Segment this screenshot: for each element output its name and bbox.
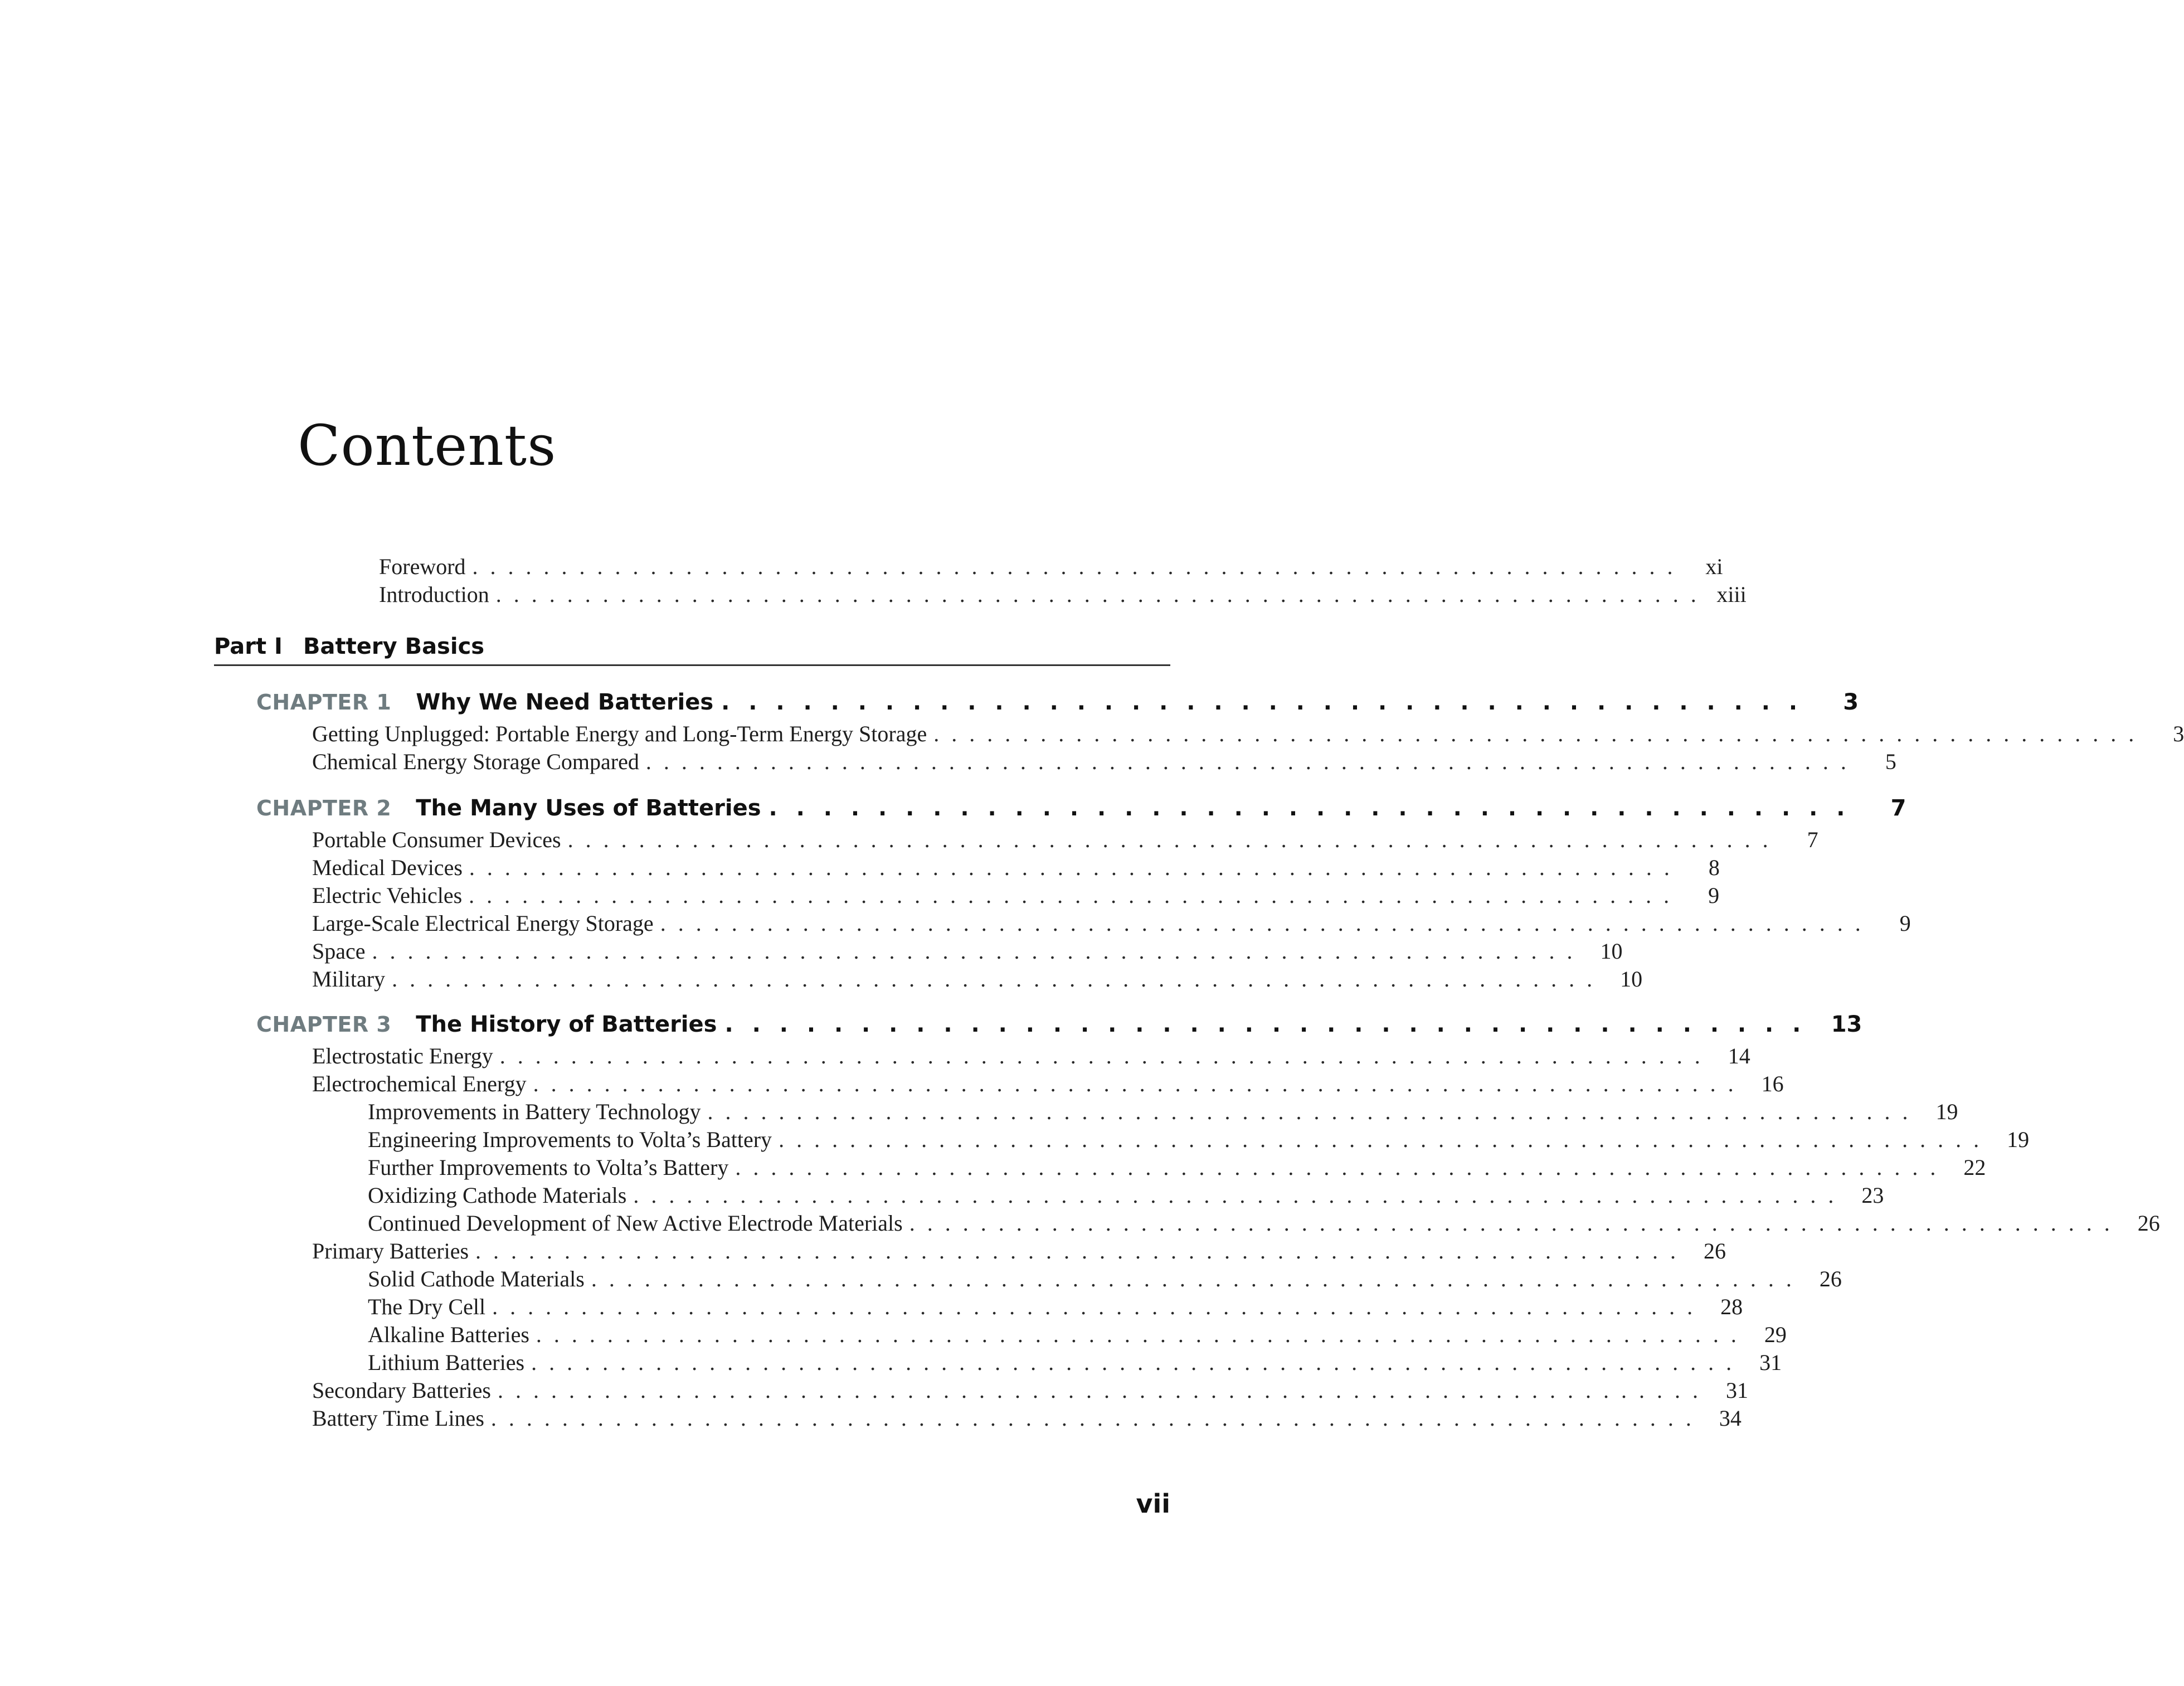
chapter-heading-2[interactable] [256, 793, 1906, 824]
chapter-number: CHAPTER 2 [256, 796, 392, 820]
toc-entry-label: Electrostatic Energy [312, 1043, 493, 1068]
chapter-page: 13 [1831, 1012, 1862, 1037]
toc-entry-page: 31 [1726, 1378, 1748, 1403]
dot-leader: . . . . . . . . . . . . . . . . . . . . . . . . . . . . . . . . . . . . . . . . . . . . . . . . . . . . . . . . . . . . . . . . . . . . [645, 749, 1850, 774]
toc-entry-label: Space [312, 939, 366, 964]
toc-entry[interactable] [312, 1070, 1784, 1098]
chapter-heading-1[interactable] [256, 687, 1859, 718]
toc-entry-page: 22 [1963, 1155, 1986, 1180]
dot-leader: . . . . . . . . . . . . . . . . . . . . . . . . . . . . . . . . . . . . . . . . . . . . . . . . . . . . . . . . . . . . . . . . . . . . [498, 1378, 1701, 1403]
dot-leader: . . . . . . . . . . . . . . . . . . . . . . . . . . . . . . . . . . . . . . . . . . . . . . . . . . . . . . . . . . . . . . . . . . . . [533, 1071, 1737, 1096]
chapter-title: The History of Batteries [416, 1012, 717, 1037]
toc-subentry[interactable] [368, 1154, 1986, 1182]
toc-entry[interactable] [312, 720, 2184, 748]
toc-subentry[interactable] [368, 1209, 2160, 1237]
toc-entry[interactable] [312, 748, 1896, 776]
toc-subentry[interactable] [368, 1349, 1782, 1377]
dot-leader: . . . . . . . . . . . . . . . . . . . . . . . . . . . . . . . . . . . . . . . . . . . . . . . . . . . . . . . . . . . . . . . . . . . . [490, 1406, 1695, 1431]
dot-leader: . . . . . . . . . . . . . . . . . . . . . . . . . . . . . . . . . . . . . . . . [768, 795, 1851, 821]
dot-leader: . . . . . . . . . . . . . . . . . . . . . . . . . . . . . . . . . . . . . . . . . . . . . . . . . . . . . . . . . . . . . . . . . . . . [567, 827, 1772, 852]
toc-entry-page: 28 [1720, 1294, 1743, 1319]
toc-entry-page: 26 [1704, 1238, 1726, 1264]
toc-entry-label: Foreword [379, 554, 466, 579]
toc-entry-page: 29 [1764, 1322, 1787, 1347]
toc-entry-label: Engineering Improvements to Volta’s Battery [368, 1127, 772, 1152]
toc-entry-label: The Dry Cell [368, 1294, 486, 1319]
dot-leader: . . . . . . . . . . . . . . . . . . . . . . . . . . . . . . . . . . . . . . . . . . . . . . . . . . . . . . . . . . . . . . . . . . . . [472, 554, 1676, 579]
toc-entry-label: Alkaline Batteries [368, 1322, 529, 1347]
toc-entry-label: Portable Consumer Devices [312, 827, 561, 852]
toc-entry-page: 7 [1807, 827, 1818, 852]
chapter-heading-3[interactable] [256, 1009, 1862, 1040]
toc-entry-foreword[interactable] [379, 553, 1723, 581]
toc-entry-page: 19 [2007, 1127, 2030, 1152]
toc-entry-label: Primary Batteries [312, 1238, 469, 1264]
toc-subentry[interactable] [368, 1098, 1958, 1126]
page-number: vii [1136, 1489, 1170, 1519]
dot-leader: . . . . . . . . . . . . . . . . . . . . . . . . . . . . . . . . . . . . . . . . . . . . . . . . . . . . . . . . . . . . . . . . . . . . [372, 939, 1576, 964]
toc-subentry[interactable] [368, 1293, 1743, 1321]
dot-leader: . . . . . . . . . . . . . . . . . . . . . . . . . . . . . . . . . . . . . . . . . . . . . . . . . . . . . . . . . . . . . . . . . . . . [392, 966, 1596, 992]
dot-leader: . . . . . . . . . . . . . . . . . . . . . . . . . . . . . . . . . . . . . . . . . . . . . . . . . . . . . . . . . . . . . . . . . . . . [909, 1211, 2113, 1236]
toc-entry-page: xiii [1716, 582, 1747, 607]
dot-leader: . . . . . . . . . . . . . . . . . . . . . . . . . . . . . . . . . . . . . . . . . . . . . . . . . . . . . . . . . . . . . . . . . . . . [591, 1266, 1795, 1291]
dot-leader: . . . . . . . . . . . . . . . . . . . . . . . . . . . . . . . . . . . . . . . . . . . . . . . . . . . . . . . . . . . . . . . . . . . . [469, 883, 1673, 908]
toc-entry-label: Chemical Energy Storage Compared [312, 749, 639, 774]
toc-entry-page: 34 [1719, 1406, 1742, 1431]
toc-entry[interactable] [312, 937, 1623, 965]
toc-entry[interactable] [312, 965, 1643, 993]
toc-entry-label: Large-Scale Electrical Energy Storage [312, 911, 654, 936]
toc-entry-label: Continued Development of New Active Electrode Materials [368, 1211, 903, 1236]
toc-subentry[interactable] [368, 1321, 1787, 1349]
toc-entry-page: 23 [1861, 1183, 1884, 1208]
toc-entry-label: Lithium Batteries [368, 1350, 525, 1375]
chapter-title: The Many Uses of Batteries [416, 795, 761, 821]
toc-entry-label: Electrochemical Energy [312, 1071, 527, 1096]
dot-leader: . . . . . . . . . . . . . . . . . . . . . . . . . . . . . . . . . . . . . . . . . . . . . . . . . . . . . . . . . . . . . . . . . . . . [475, 1238, 1680, 1264]
toc-entry-page: 16 [1761, 1071, 1784, 1096]
toc-entry-label: Introduction [379, 582, 489, 607]
toc-entry-page: 14 [1728, 1043, 1750, 1068]
dot-leader: . . . . . . . . . . . . . . . . . . . . . . . . . . . . . . . . . . . . . . . . . . . . . . . . . . . . . . . . . . . . . . . . . . . . [933, 721, 2138, 746]
dot-leader: . . . . . . . . . . . . . . . . . . . . . . . . . . . . . . . . . . . . . . . . . . . . . . . . . . . . . . . . . . . . . . . . . . . . [469, 855, 1673, 880]
toc-entry-label: Solid Cathode Materials [368, 1266, 585, 1291]
toc-entry-page: 26 [1819, 1266, 1842, 1291]
dot-leader: . . . . . . . . . . . . . . . . . . . . . . . . . . . . . . . . . . . . . . . . . . . . . . . . . . . . . . . . . . . . . . . . . . . . [499, 1043, 1704, 1068]
toc-entry-label: Military [312, 966, 386, 992]
toc-entry-label: Oxidizing Cathode Materials [368, 1183, 627, 1208]
toc-entry[interactable] [312, 1042, 1750, 1070]
toc-entry-page: 5 [1885, 749, 1896, 774]
toc-entry-label: Secondary Batteries [312, 1378, 491, 1403]
toc-entry-page: xi [1705, 554, 1723, 579]
toc-entry-label: Battery Time Lines [312, 1406, 484, 1431]
toc-entry[interactable] [312, 854, 1720, 882]
toc-subentry[interactable] [368, 1265, 1842, 1293]
dot-leader: . . . . . . . . . . . . . . . . . . . . . . . . . . . . . . . . . . . . . . . . . . . . . . . . . . . . . . . . . . . . . . . . . . . . [707, 1099, 1911, 1124]
page-title: Contents [298, 413, 557, 478]
dot-leader: . . . . . . . . . . . . . . . . . . . . . . . . . . . . . . . . . . . . . . . . . . . . . . . . . . . . . . . . . . . . . . . . . . . . [495, 582, 1700, 607]
chapter-page: 3 [1843, 689, 1859, 715]
toc-subentry[interactable] [368, 1182, 1884, 1209]
dot-leader: . . . . . . . . . . . . . . . . . . . . . . . . . . . . . . . . . . . . . . . . . . . . . . . . . . . . . . . . . . . . . . . . . . . . [633, 1183, 1837, 1208]
toc-entry-page: 8 [1708, 855, 1720, 880]
toc-entry-page: 31 [1759, 1350, 1782, 1375]
dot-leader: . . . . . . . . . . . . . . . . . . . . . . . . . . . . . . . . . . . . . . . . [721, 689, 1803, 715]
part-title: Battery Basics [303, 634, 485, 659]
toc-entry[interactable] [312, 826, 1818, 854]
dot-leader: . . . . . . . . . . . . . . . . . . . . . . . . . . . . . . . . . . . . . . . . . . . . . . . . . . . . . . . . . . . . . . . . . . . . [492, 1294, 1696, 1319]
dot-leader: . . . . . . . . . . . . . . . . . . . . . . . . . . . . . . . . . . . . . . . . . . . . . . . . . . . . . . . . . . . . . . . . . . . . [536, 1322, 1740, 1347]
toc-subentry[interactable] [368, 1126, 2030, 1154]
part-heading[interactable] [214, 630, 1170, 666]
part-label: Part I [214, 634, 283, 659]
toc-entry[interactable] [312, 910, 1911, 937]
toc-entry-label: Electric Vehicles [312, 883, 463, 908]
dot-leader: . . . . . . . . . . . . . . . . . . . . . . . . . . . . . . . . . . . . . . . . . . . . . . . . . . . . . . . . . . . . . . . . . . . . [660, 911, 1864, 936]
toc-entry[interactable] [312, 1237, 1726, 1265]
toc-entry-page: 10 [1620, 966, 1643, 992]
toc-entry-introduction[interactable] [379, 581, 1747, 609]
toc-entry-label: Further Improvements to Volta’s Battery [368, 1155, 729, 1180]
chapter-number: CHAPTER 3 [256, 1012, 392, 1037]
dot-leader: . . . . . . . . . . . . . . . . . . . . . . . . . . . . . . . . . . . . . . . . [724, 1012, 1807, 1037]
dot-leader: . . . . . . . . . . . . . . . . . . . . . . . . . . . . . . . . . . . . . . . . . . . . . . . . . . . . . . . . . . . . . . . . . . . . [735, 1155, 1939, 1180]
toc-entry-label: Improvements in Battery Technology [368, 1099, 701, 1124]
toc-entry[interactable] [312, 1377, 1748, 1405]
toc-entry-page: 3 [2173, 721, 2184, 746]
toc-entry-page: 9 [1708, 883, 1720, 908]
chapter-page: 7 [1890, 795, 1906, 821]
dot-leader: . . . . . . . . . . . . . . . . . . . . . . . . . . . . . . . . . . . . . . . . . . . . . . . . . . . . . . . . . . . . . . . . . . . . [531, 1350, 1735, 1375]
toc-entry-label: Medical Devices [312, 855, 463, 880]
dot-leader: . . . . . . . . . . . . . . . . . . . . . . . . . . . . . . . . . . . . . . . . . . . . . . . . . . . . . . . . . . . . . . . . . . . . [779, 1127, 1983, 1152]
toc-entry-page: 26 [2137, 1211, 2160, 1236]
toc-entry-page: 19 [1935, 1099, 1958, 1124]
chapter-title: Why We Need Batteries [416, 689, 714, 715]
toc-entry-page: 10 [1600, 939, 1623, 964]
toc-entry[interactable] [312, 1405, 1742, 1432]
toc-entry[interactable] [312, 882, 1720, 910]
chapter-number: CHAPTER 1 [256, 690, 392, 715]
toc-entry-label: Getting Unplugged: Portable Energy and Long-Term Energy Storage [312, 721, 927, 746]
toc-entry-page: 9 [1899, 911, 1911, 936]
